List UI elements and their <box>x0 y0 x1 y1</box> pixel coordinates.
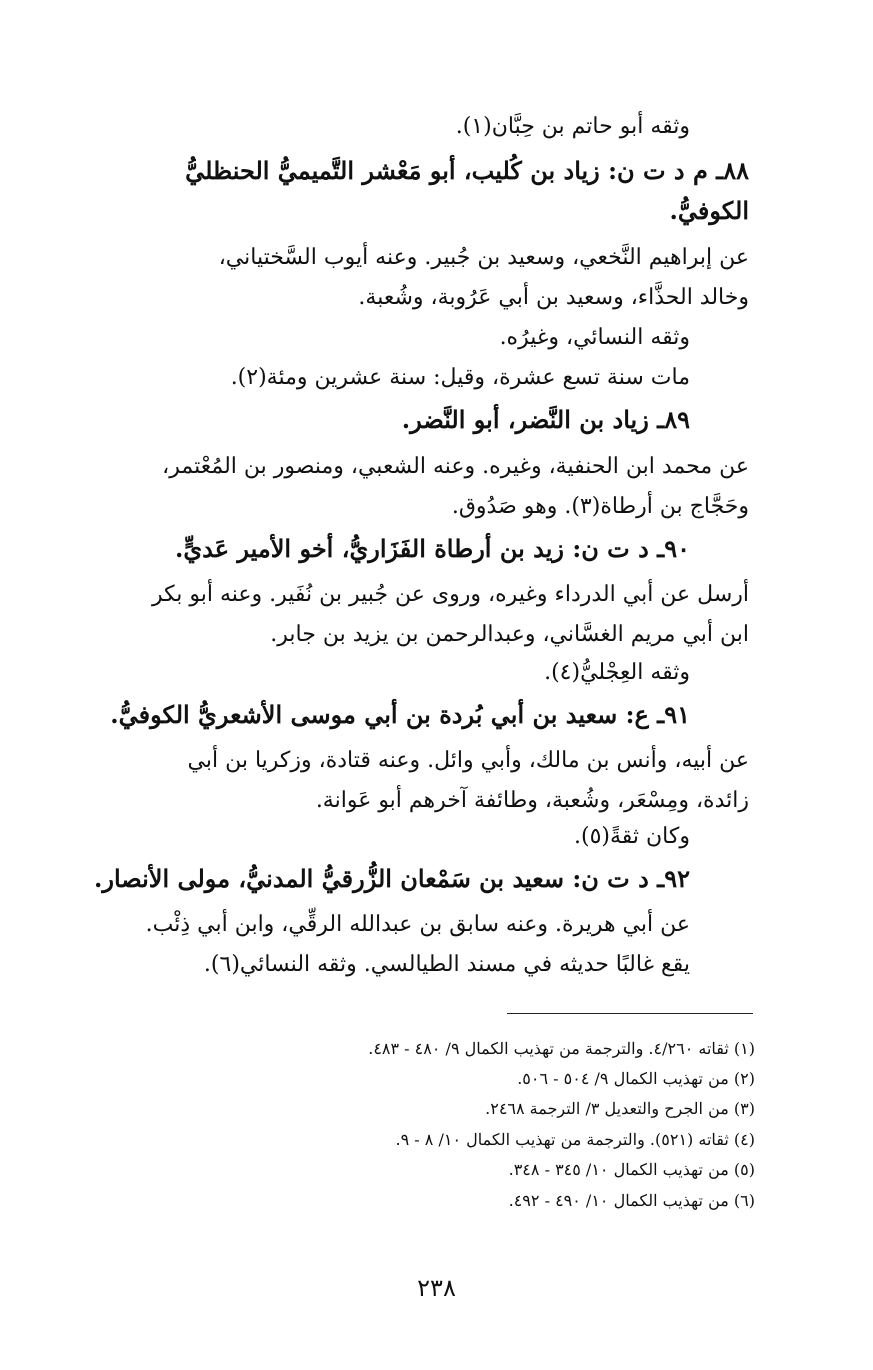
body-line: عن محمد ابن الحنفية، وغيره. وعنه الشعبي، ومنصور بن المُعْتمر، <box>162 454 749 479</box>
footnote: (٣) من الجرح والتعديل ٣/ الترجمة ٢٤٦٨. <box>485 1099 755 1118</box>
body-line: وخالد الحذَّاء، وسعيد بن أبي عَرُوبة، وشُعبة. <box>358 285 749 310</box>
entry-heading-91: ٩١ـ ع: سعيد بن أبي بُردة بن أبي موسى الأشعريُّ الكوفيُّ. <box>110 700 690 729</box>
entry-heading-90: ٩٠ـ د ت ن: زيد بن أرطاة الفَزَاريُّ، أخو الأمير عَديٍّ. <box>174 534 690 563</box>
body-line: وثقه العِجْليُّ(٤). <box>544 660 690 685</box>
footnote: (٤) ثقاته (٥٢١). والترجمة من تهذيب الكمال ١٠/ ٨ - ٩. <box>395 1130 755 1149</box>
body-line: وحَجَّاج بن أرطاة(٣). وهو صَدُوق. <box>451 494 749 519</box>
entry-heading-92: ٩٢ـ د ت ن: سعيد بن سَمْعان الزُّرقيُّ المدنيُّ، مولى الأنصار. <box>94 864 690 893</box>
body-line: أرسل عن أبي الدرداء وغيره، وروى عن جُبير بن نُفَير. وعنه أبو بكر <box>151 582 749 607</box>
footnote: (١) ثقاته ٤/٢٦٠. والترجمة من تهذيب الكمال ٩/ ٤٨٠ - ٤٨٣. <box>368 1039 755 1058</box>
body-line: عن أبيه، وأنس بن مالك، وأبي وائل. وعنه قتادة، وزكريا بن أبي <box>187 748 749 773</box>
body-line: عن أبي هريرة. وعنه سابق بن عبدالله الرقِّي، وابن أبي ذِئْب. <box>145 912 690 937</box>
entry-heading-88: ٨٨ـ م د ت ن: زياد بن كُليب، أبو مَعْشر التَّميميُّ الحنظليُّ <box>185 156 749 185</box>
body-line: عن إبراهيم النَّخعي، وسعيد بن جُبير. وعنه أيوب السَّختياني، <box>218 245 749 270</box>
body-line: يقع غالبًا حديثه في مسند الطيالسي. وثقه النسائي(٦). <box>203 952 690 977</box>
body-line: وثقه أبو حاتم بن حِبَّان(١). <box>455 114 690 139</box>
page-number: ٢٣٨ <box>417 1274 456 1302</box>
footnote: (٦) من تهذيب الكمال ١٠/ ٤٩٠ - ٤٩٢. <box>508 1191 755 1210</box>
entry-heading-89: ٨٩ـ زياد بن النَّضر، أبو النَّضر. <box>401 405 690 434</box>
body-line: زائدة، ومِسْعَر، وشُعبة، وطائفة آخرهم أبو عَوانة. <box>315 788 749 813</box>
footnote-divider <box>507 1013 753 1014</box>
entry-heading-88-cont: الكوفيُّ. <box>669 196 749 225</box>
footnote: (٥) من تهذيب الكمال ١٠/ ٣٤٥ - ٣٤٨. <box>508 1160 755 1179</box>
body-line: ابن أبي مريم الغسَّاني، وعبدالرحمن بن يزيد بن جابر. <box>270 622 749 647</box>
body-line: مات سنة تسع عشرة، وقيل: سنة عشرين ومئة(٢). <box>230 365 690 390</box>
footnote: (٢) من تهذيب الكمال ٩/ ٥٠٤ - ٥٠٦. <box>517 1069 755 1088</box>
body-line: وكان ثقةً(٥). <box>574 824 690 849</box>
body-line: وثقه النسائي، وغيرُه. <box>499 325 690 350</box>
